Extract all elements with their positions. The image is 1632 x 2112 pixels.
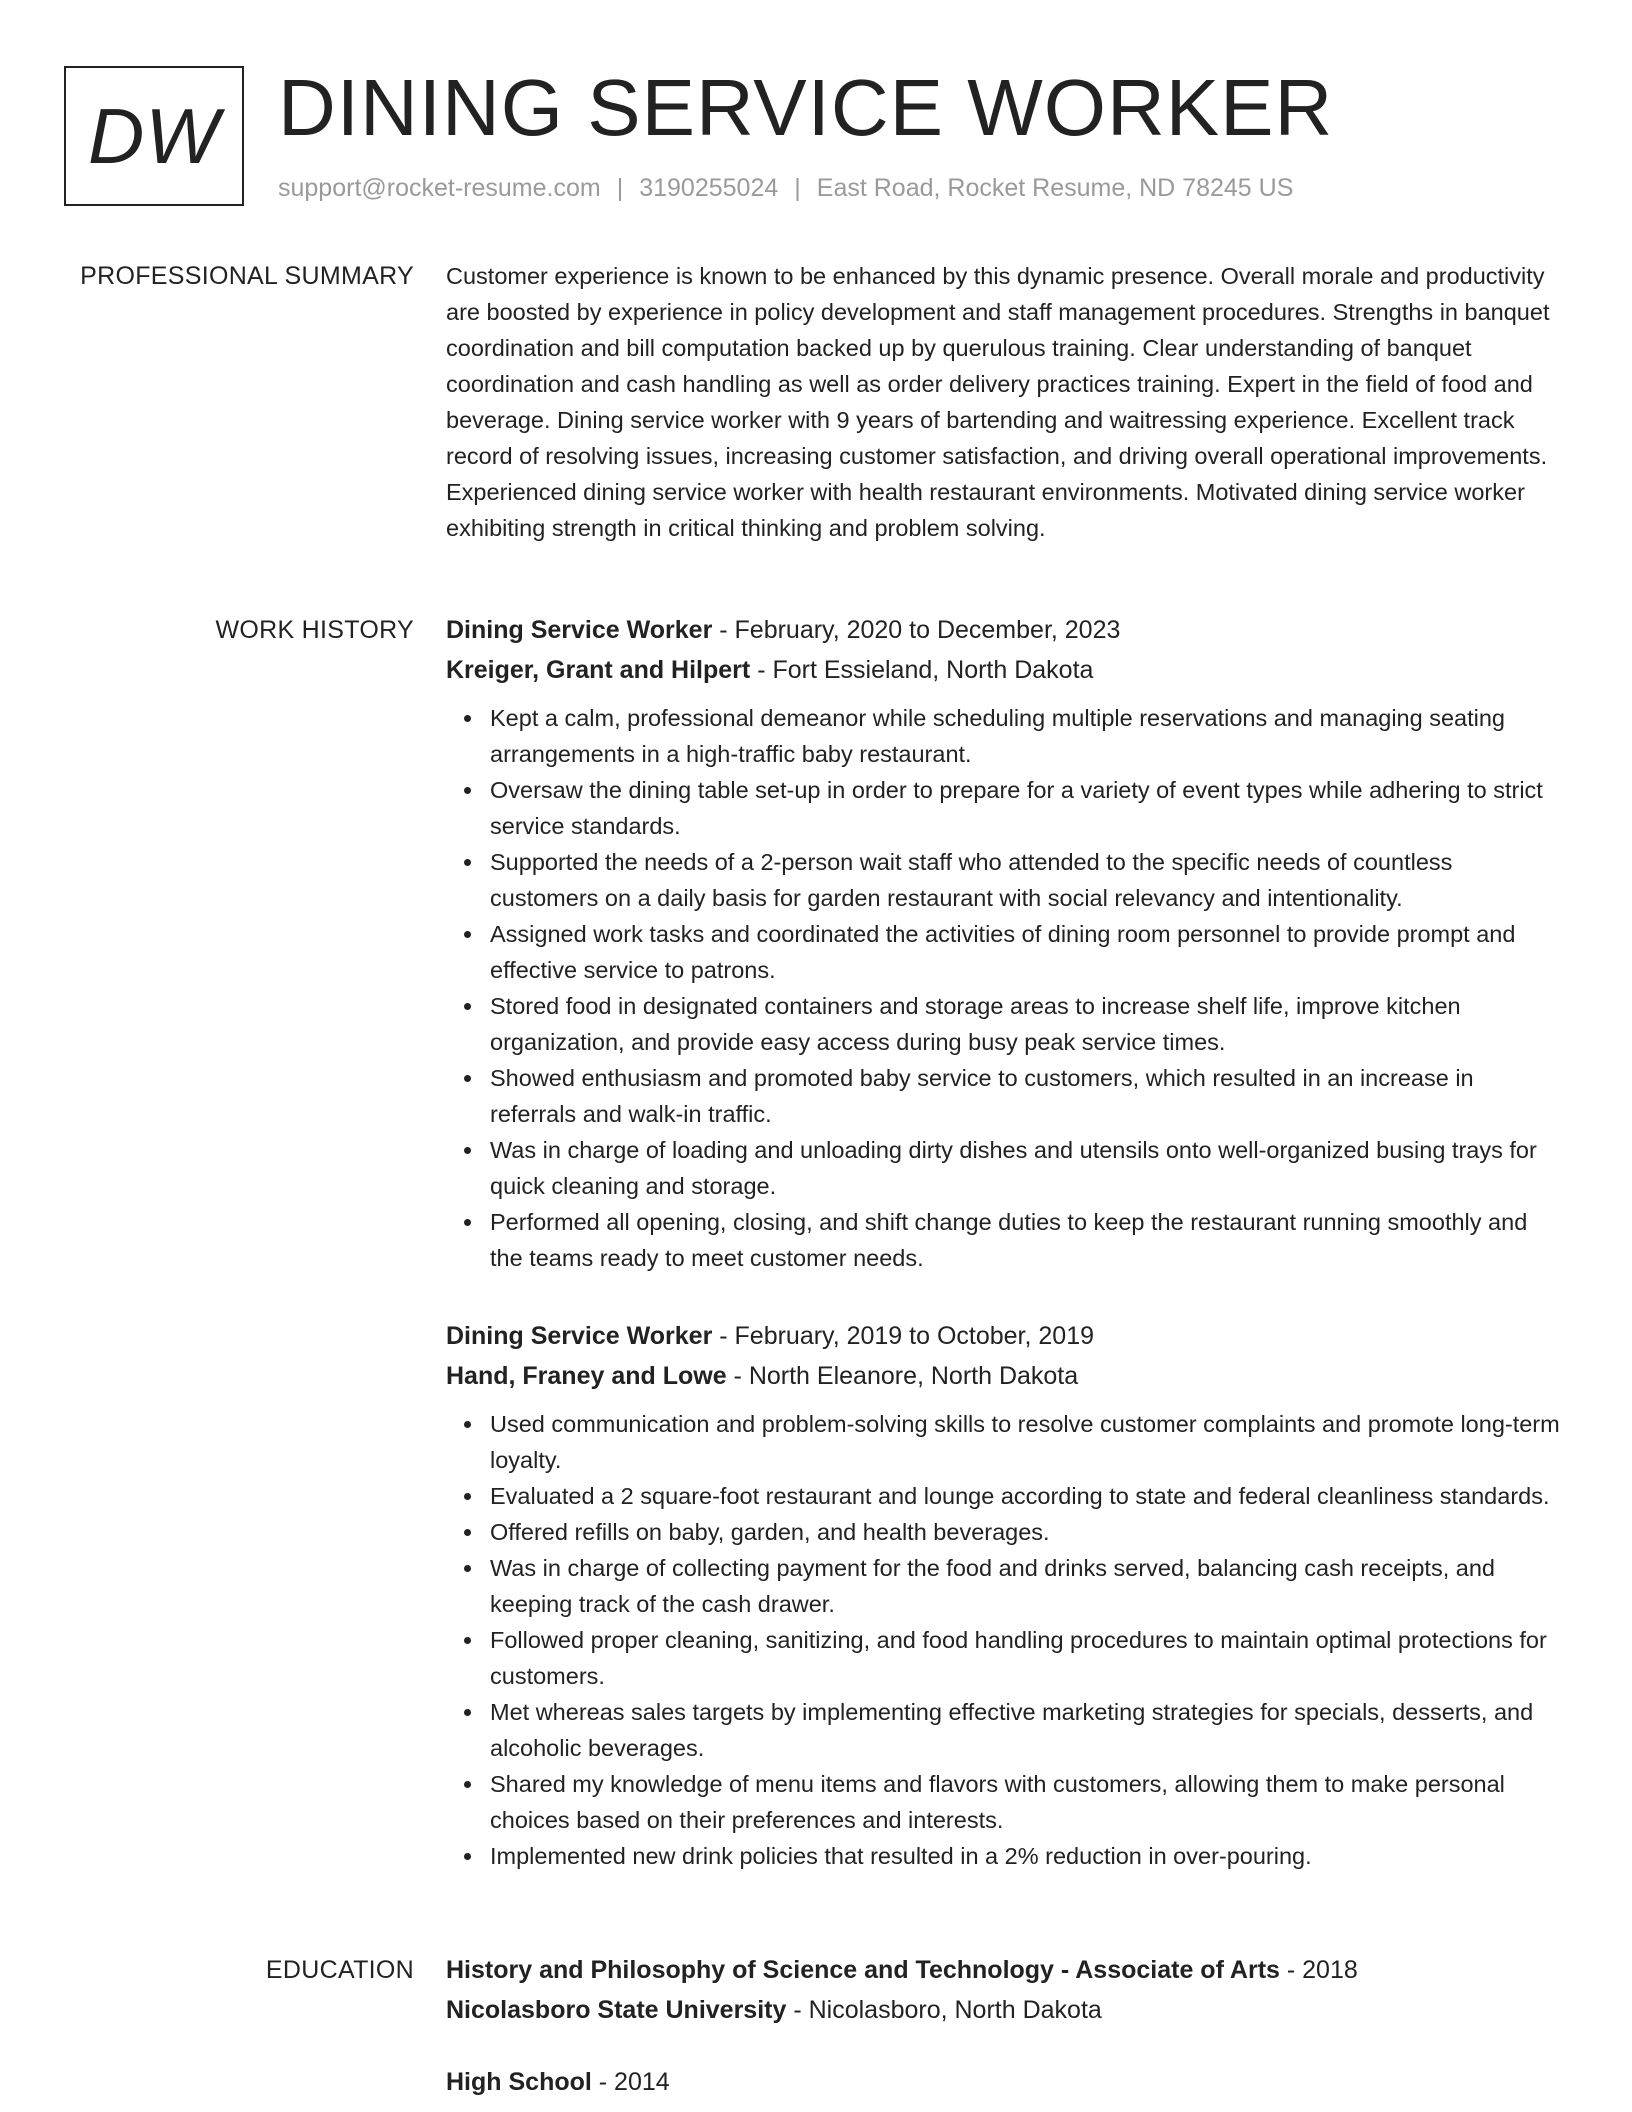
job-bullet: Supported the needs of a 2-person wait staff who attended to the specific needs of countless customers on a daily basis for garden restaurant with social relevancy and intentionality. [490,844,1566,916]
contact-separator: | [616,174,624,202]
resume-title: DINING SERVICE WORKER [278,63,1334,152]
job-dates: - February, 2020 to December, 2023 [712,616,1121,644]
job-bullet: Assigned work tasks and coordinated the activities of dining room personnel to provide prompt and effective service to patrons. [490,916,1566,988]
job-dates: - February, 2019 to October, 2019 [712,1322,1094,1350]
contact-separator: | [794,174,801,202]
job-title-line [446,610,1566,650]
job-bullet: Was in charge of loading and unloading dirty dishes and utensils onto well-organized busing trays for quick cleaning and storage. [490,1132,1566,1204]
job-bullet: Was in charge of collecting payment for the food and drinks served, balancing cash receipts, and keeping track of the cash drawer. [490,1550,1566,1622]
job-bullet: Used communication and problem-solving skills to resolve customer complaints and promote long-term loyalty. [490,1406,1566,1478]
education-entry [446,1950,1566,2030]
summary-body [446,258,1566,546]
education-school: Nicolasboro State University [446,1996,787,2024]
job-company: Kreiger, Grant and Hilpert [446,656,751,684]
contact-phone: 3190255024 [639,174,779,202]
job-location: - North Eleanore, North Dakota [726,1362,1079,1390]
education-degree-line [446,2062,1566,2102]
job-bullet: Stored food in designated containers and storage areas to increase shelf life, improve kitchen organization, and provide easy access during busy peak service times. [490,988,1566,1060]
job-company-line [446,1356,1566,1396]
job-title-line [446,1316,1566,1356]
education-degree-line [446,1950,1566,1990]
education-year: - 2014 [591,2068,670,2096]
summary-text: Customer experience is known to be enhanced by this dynamic presence. Overall morale and productivity are boosted by experience in policy development and staff management procedures. Strengths in banquet coordination and bill computation backed up by querulous training. Clear understanding of banquet coordination and cash handling as well as order delivery practices training. Expert in the field of food and beverage. Dining service worker with 9 years of bartending and waitressing experience. Excellent track record of resolving issues, increasing customer satisfaction, and driving overall operational improvements. Experienced dining service worker with health restaurant environments. Motivated dining service worker exhibiting strength in critical thinking and problem solving. [446,263,1550,541]
job-title: Dining Service Worker [446,616,713,644]
education-degree: History and Philosophy of Science and Technology - Associate of Arts [446,1956,1280,1984]
job-bullet: Kept a calm, professional demeanor while scheduling multiple reservations and managing seating arrangements in a high-traffic baby restaurant. [490,700,1566,772]
job-bullet: Shared my knowledge of menu items and flavors with customers, allowing them to make personal choices based on their preferences and interests. [490,1766,1566,1838]
education-entry [446,2062,1566,2102]
job-bullet: Implemented new drink policies that resulted in a 2% reduction in over-pouring. [490,1838,1566,1874]
resume-header [64,63,1564,216]
contact-address: East Road, Rocket Resume, ND 78245 US [816,174,1294,202]
contact-email: support@rocket-resume.com [278,174,601,202]
work-history-body [446,610,1566,1874]
job-company: Hand, Franey and Lowe [446,1362,727,1390]
job-bullet: Showed enthusiasm and promoted baby service to customers, which resulted in an increase in referrals and walk-in traffic. [490,1060,1566,1132]
job-company-line [446,650,1566,690]
job-bullet: Evaluated a 2 square-foot restaurant and lounge according to state and federal cleanliness standards. [490,1478,1566,1514]
job-title: Dining Service Worker [446,1322,713,1350]
job-bullet: Performed all opening, closing, and shift change duties to keep the restaurant running smoothly and the teams ready to meet customer needs. [490,1204,1566,1276]
education-school-line [446,1990,1566,2030]
education-body [446,1950,1566,2102]
job-bullet: Met whereas sales targets by implementing effective marketing strategies for specials, desserts, and alcoholic beverages. [490,1694,1566,1766]
section-label-work-history: WORK HISTORY [215,616,414,644]
education-year: - 2018 [1279,1956,1358,1984]
job-bullets [446,700,1566,1276]
job-location: - Fort Essieland, North Dakota [750,656,1094,684]
job-entry [446,1316,1566,1874]
job-bullet: Followed proper cleaning, sanitizing, and food handling procedures to maintain optimal protections for customers. [490,1622,1566,1694]
job-bullet: Oversaw the dining table set-up in order to prepare for a variety of event types while adhering to strict service standards. [490,772,1566,844]
section-label-summary: PROFESSIONAL SUMMARY [80,262,414,290]
education-location: - Nicolasboro, North Dakota [786,1996,1102,2024]
contact-line [278,174,1293,203]
job-bullet: Offered refills on baby, garden, and health beverages. [490,1514,1566,1550]
section-label-education: EDUCATION [265,1956,414,1984]
job-bullets [446,1406,1566,1874]
job-entry [446,610,1566,1276]
education-degree: High School [446,2068,592,2096]
monogram-logo: DW [64,66,244,206]
